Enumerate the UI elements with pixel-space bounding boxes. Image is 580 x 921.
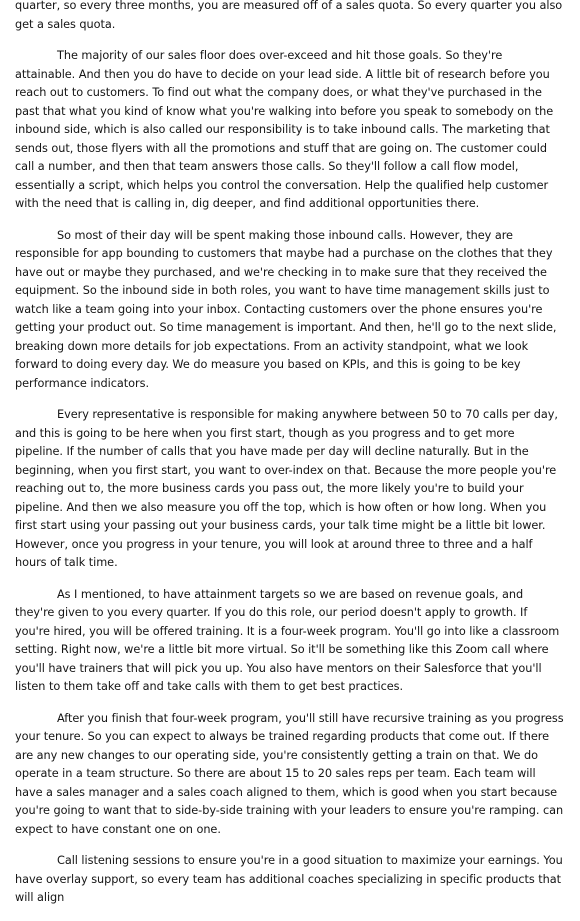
paragraph: As I mentioned, to have attainment targets so we are based on revenue goals, and they're given to you every quarter. If you do this role, our period doesn't apply to growth. If you're hired, you will be offered training. It is a four-week program. You'll go into like a classroom setting. Right now, we're a little bit more virtual. So it'll be something like this Zoom call where you'll have trainers that will pick you up. You also have mentors on their Salesforce that you'll listen to them take off and take calls with them to get best practices.: [15, 587, 560, 693]
paragraph: quarter, so every three months, you are measured off of a sales quota. So every quarter you also get a sales quota.: [15, 0, 563, 31]
paragraph: The majority of our sales floor does over-exceed and hit those goals. So they're attainable. And then you do have to decide on your lead side. A little bit of research before you reach out to customers. To find out what the company does, or what they've purchased in the past that what you kind of know what you're walking into before you speak to somebody on the inbound side, which is also called our responsibility is to take inbound calls. The marketing that sends out, those flyers with all the promotions and stuff that are going on. The customer could call a number, and then that team answers those calls. So they'll follow a call flow model, essentially a script, which helps you control the conversation. Help the qualified help customer with the need that is calling in, dig deeper, and find additional opportunities there.: [15, 49, 554, 210]
paragraph: After you finish that four-week program, you'll still have recursive training as you progress your tenure. So you can expect to always be trained regarding products that come out. If there are any new changes to our operating side, you're consistently getting a train on that. We do operate in a team structure. So there are about 15 to 20 sales reps per team. Each team will have a sales manager and a sales coach aligned to them, which is good when you start because you're going to want that to side-by-side training with your leaders to ensure you're ramping. can expect to have constant one on one.: [15, 711, 564, 836]
paragraph: Call listening sessions to ensure you're in a good situation to maximize your earnings. You have overlay support, so every team has additional coaches specializing in specific products that will align: [15, 854, 563, 904]
paragraph: So most of their day will be spent making those inbound calls. However, they are responsible for app bounding to customers that maybe had a purchase on the clothes that they have out or maybe they purchased, and we're checking in to make sure that they received the equipment. So the inbound side in both roles, you want to have time management skills just to watch like a team going into your inbox. Contacting customers over the phone ensures you're getting your product out. So time management is important. And then, he'll go to the next slide, breaking down more details for job expectations. From an activity standpoint, what we look forward to doing every day. We do measure you based on KPIs, and this is going to be key performance indicators.: [15, 228, 557, 390]
paragraph: Every representative is responsible for making anywhere between 50 to 70 calls per day, and this is going to be here when you first start, though as you progress and to get more pipeline. If the number of calls that you have made per day will decline naturally. But in the beginning, when you first start, you want to over-index on that. Because the more people you're reaching out to, the more business cards you pass out, the more likely you're to build your pipeline. And then we also measure you off the top, which is how often or how long. When you first start using your passing out your business cards, your talk time might be a little bit lower. However, once you progress in your tenure, you will look at around three to three and a half hours of talk time.: [15, 408, 558, 569]
